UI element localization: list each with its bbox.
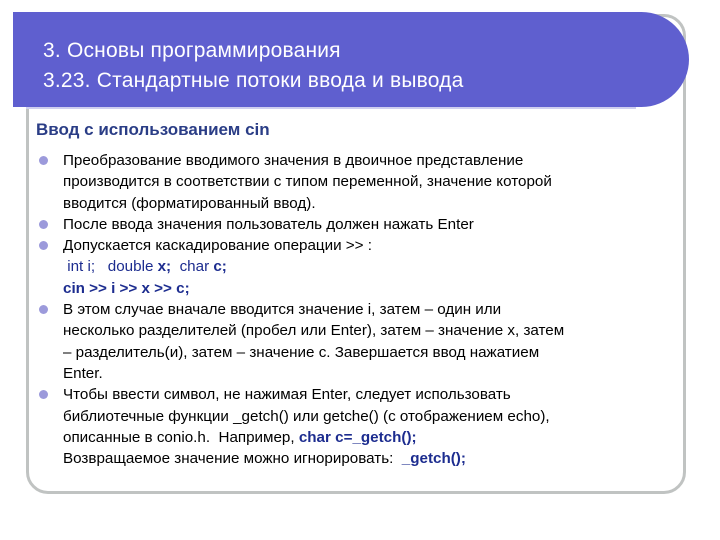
list-item-line: В этом случае вначале вводится значение i, затем – один или <box>63 301 502 319</box>
code-keyword: char <box>179 258 210 276</box>
list-item-line: вводится (форматированный ввод). <box>63 194 316 212</box>
list-item-line: – разделитель(и), затем – значение c. Завершается ввод нажатием <box>63 343 540 361</box>
code-keyword: int <box>67 258 84 276</box>
code-snippet-cin: cin >> i >> x >> c; <box>63 279 190 297</box>
code-snippet-getch: _getch(); <box>401 450 466 468</box>
code-token: i; <box>83 258 96 276</box>
list-item-line: несколько разделителей (пробел или Enter), затем – значение x, затем <box>63 322 565 340</box>
list-item-line: После ввода значения пользователь должен нажать Enter <box>63 215 474 233</box>
list-item-line: библиотечные функции _getch() или getche() (с отображением echo), <box>63 407 550 425</box>
bullet-dot-icon <box>39 390 48 399</box>
code-keyword: double <box>107 258 154 276</box>
list-item <box>36 384 676 469</box>
bullet-dot-icon <box>39 305 48 314</box>
list-item <box>36 150 676 214</box>
code-token: c; <box>209 258 227 276</box>
list-item <box>36 214 676 235</box>
bullet-dot-icon <box>39 241 48 250</box>
bullet-dot-icon <box>39 156 48 165</box>
list-item <box>36 299 676 384</box>
bullet-dot-icon <box>39 220 48 229</box>
list-item-line: Допускается каскадирование операции >> : <box>63 237 372 255</box>
title-line-1: 3. Основы программирования <box>43 39 341 62</box>
list-item <box>36 235 676 299</box>
code-snippet-getch-assign: char c=_getch(); <box>298 428 417 446</box>
header-band <box>13 12 689 107</box>
list-item-line: Преобразование вводимого значения в двоичное представление <box>63 152 524 169</box>
list-item-line: Enter. <box>63 364 103 382</box>
list-item-text: Возвращаемое значение можно игнорировать: <box>63 450 402 468</box>
header-divider <box>26 107 636 109</box>
title-line-2: 3.23. Стандартные потоки ввода и вывода <box>43 69 464 92</box>
code-snippet-declaration <box>63 256 676 277</box>
section-heading: Ввод с использованием cin <box>36 120 270 139</box>
list-item-line <box>63 448 676 469</box>
bullet-list <box>36 150 676 469</box>
slide-title <box>43 36 464 96</box>
code-token: x; <box>153 258 172 276</box>
list-item-text: описанные в conio.h. Например, <box>63 428 299 446</box>
list-item-line: Чтобы ввести символ, не нажимая Enter, следует использовать <box>63 386 511 404</box>
list-item-line <box>63 427 676 448</box>
list-item-line: производится в соответствии с типом переменной, значение которой <box>63 173 552 191</box>
